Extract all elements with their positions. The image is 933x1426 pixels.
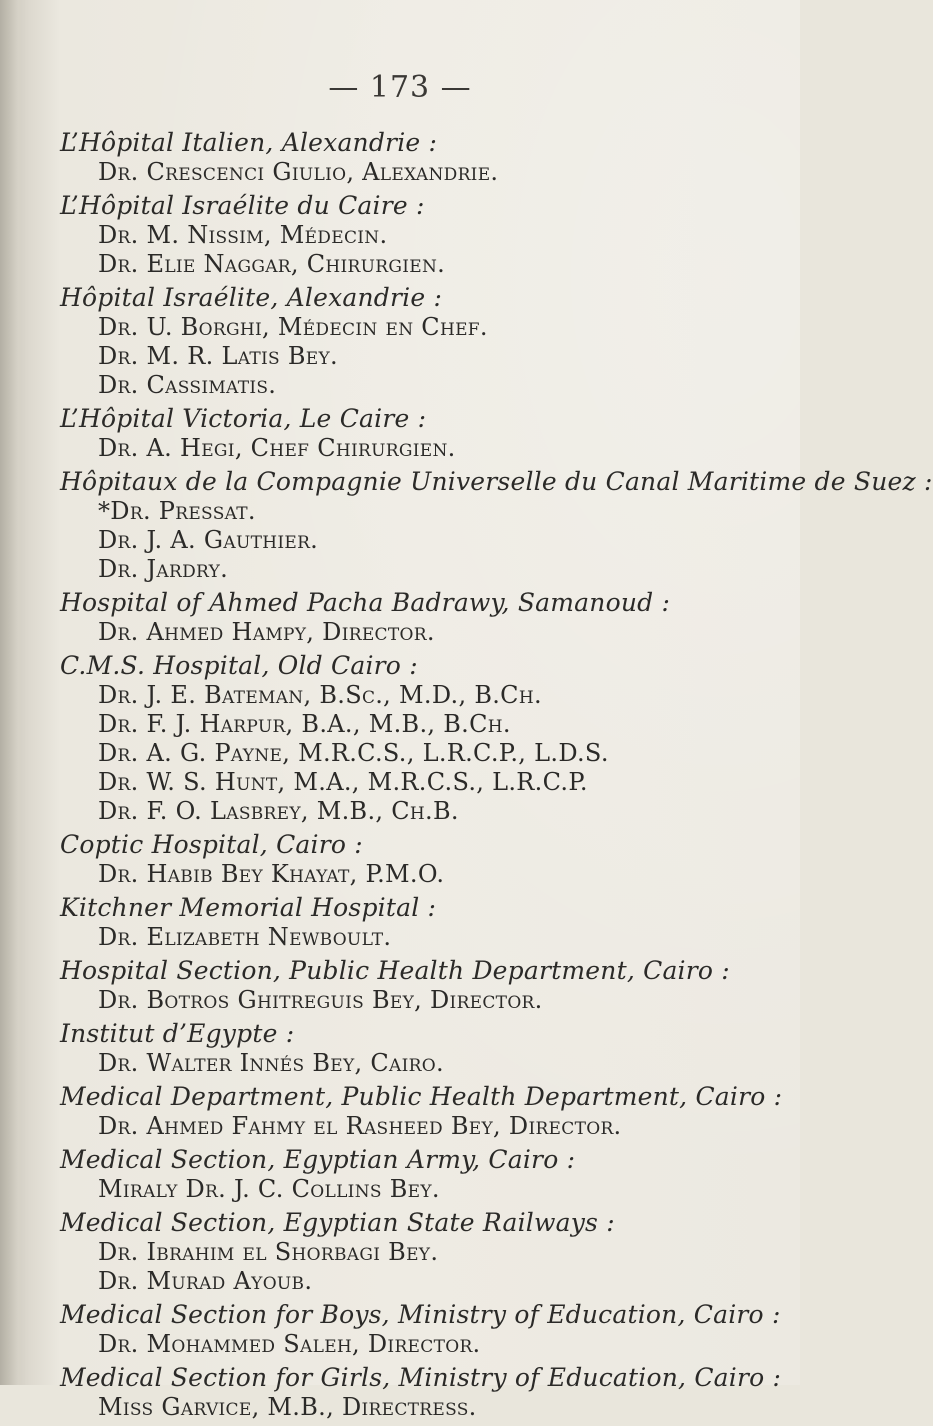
staff-member: Dr. A. Hegi, Chef Chirurgien. [98,434,456,462]
directory-entry [60,283,800,400]
directory-entry [60,1082,800,1141]
institution-heading: Hôpitaux de la Compagnie Universelle du Canal Maritime de Suez : [60,467,933,496]
staff-member: Dr. Mohammed Saleh, Director. [98,1330,481,1358]
staff-member: Dr. F. J. Harpur, B.A., M.B., B.Ch. [98,710,511,738]
staff-member: Dr. W. S. Hunt, M.A., M.R.C.S., L.R.C.P. [98,768,588,796]
institution-heading: Medical Department, Public Health Department, Cairo : [60,1082,783,1111]
staff-list [60,681,800,826]
directory-entry [60,404,800,463]
institution-heading: Kitchner Memorial Hospital : [60,893,437,922]
page-spine-shadow [0,0,26,1385]
staff-list [60,1238,800,1296]
directory-entry [60,1145,800,1204]
staff-list [60,860,800,889]
staff-list [60,1112,800,1141]
staff-member: *Dr. Pressat. [98,497,256,525]
staff-member: Dr. Ahmed Fahmy el Rasheed Bey, Director. [98,1112,622,1140]
directory-entry [60,128,800,187]
staff-member: Dr. Botros Ghitreguis Bey, Director. [98,986,543,1014]
staff-list [60,313,800,400]
staff-member: Dr. Crescenci Giulio, Alexandrie. [98,158,499,186]
directory-entry [60,651,800,826]
staff-member: Dr. M. R. Latis Bey. [98,342,338,370]
staff-member: Dr. U. Borghi, Médecin en Chef. [98,313,488,341]
staff-member: Dr. Elizabeth Newboult. [98,923,392,951]
institution-heading: Coptic Hospital, Cairo : [60,830,363,859]
institution-heading: Medical Section, Egyptian Army, Cairo : [60,1145,576,1174]
staff-member: Dr. Habib Bey Khayat, P.M.O. [98,860,445,888]
institution-heading: Medical Section for Girls, Ministry of Education, Cairo : [60,1363,782,1392]
staff-list [60,158,800,187]
staff-list [60,1393,800,1422]
institution-heading: C.M.S. Hospital, Old Cairo : [60,651,418,680]
staff-list [60,221,800,279]
staff-member: Dr. Elie Naggar, Chirurgien. [98,250,446,278]
staff-member: Dr. Ibrahim el Shorbagi Bey. [98,1238,439,1266]
staff-member: Dr. J. A. Gauthier. [98,526,319,554]
staff-member: Miss Garvice, M.B., Directress. [98,1393,477,1421]
staff-member: Dr. Jardry. [98,555,229,583]
staff-member: Dr. Ahmed Hampy, Director. [98,618,435,646]
staff-list [60,1175,800,1204]
staff-list [60,1049,800,1078]
institution-heading: Hôpital Israélite, Alexandrie : [60,283,443,312]
directory-entry [60,1363,800,1422]
directory-entry [60,830,800,889]
institution-heading: Institut d’Egypte : [60,1019,295,1048]
staff-member: Dr. F. O. Lasbrey, M.B., Ch.B. [98,797,459,825]
institution-heading: L’Hôpital Victoria, Le Caire : [60,404,427,433]
directory-entry [60,191,800,279]
staff-member: Miraly Dr. J. C. Collins Bey. [98,1175,440,1203]
page-number: — 173 — [328,70,472,105]
directory-entry [60,467,933,584]
staff-list [60,923,800,952]
staff-member: Dr. Cassimatis. [98,371,277,399]
hospital-directory-list [60,128,933,1426]
institution-heading: Medical Section for Boys, Ministry of Education, Cairo : [60,1300,781,1329]
staff-member: Dr. Walter Innés Bey, Cairo. [98,1049,444,1077]
institution-heading: Medical Section, Egyptian State Railways : [60,1208,615,1237]
directory-entry [60,1300,800,1359]
staff-list [60,618,800,647]
directory-entry [60,588,800,647]
staff-list [60,1330,800,1359]
institution-heading: L’Hôpital Italien, Alexandrie : [60,128,438,157]
directory-entry [60,893,800,952]
institution-heading: Hospital Section, Public Health Department, Cairo : [60,956,730,985]
staff-member: Dr. Murad Ayoub. [98,1267,313,1295]
staff-member: Dr. J. E. Bateman, B.Sc., M.D., B.Ch. [98,681,542,709]
staff-member: Dr. A. G. Payne, M.R.C.S., L.R.C.P., L.D.S. [98,739,609,767]
institution-heading: Hospital of Ahmed Pacha Badrawy, Samanoud : [60,588,671,617]
staff-member: Dr. M. Nissim, Médecin. [98,221,388,249]
staff-list [60,434,800,463]
directory-entry [60,1019,800,1078]
directory-entry [60,956,800,1015]
institution-heading: L’Hôpital Israélite du Caire : [60,191,425,220]
staff-list [60,497,800,584]
directory-entry [60,1208,800,1296]
staff-list [60,986,800,1015]
